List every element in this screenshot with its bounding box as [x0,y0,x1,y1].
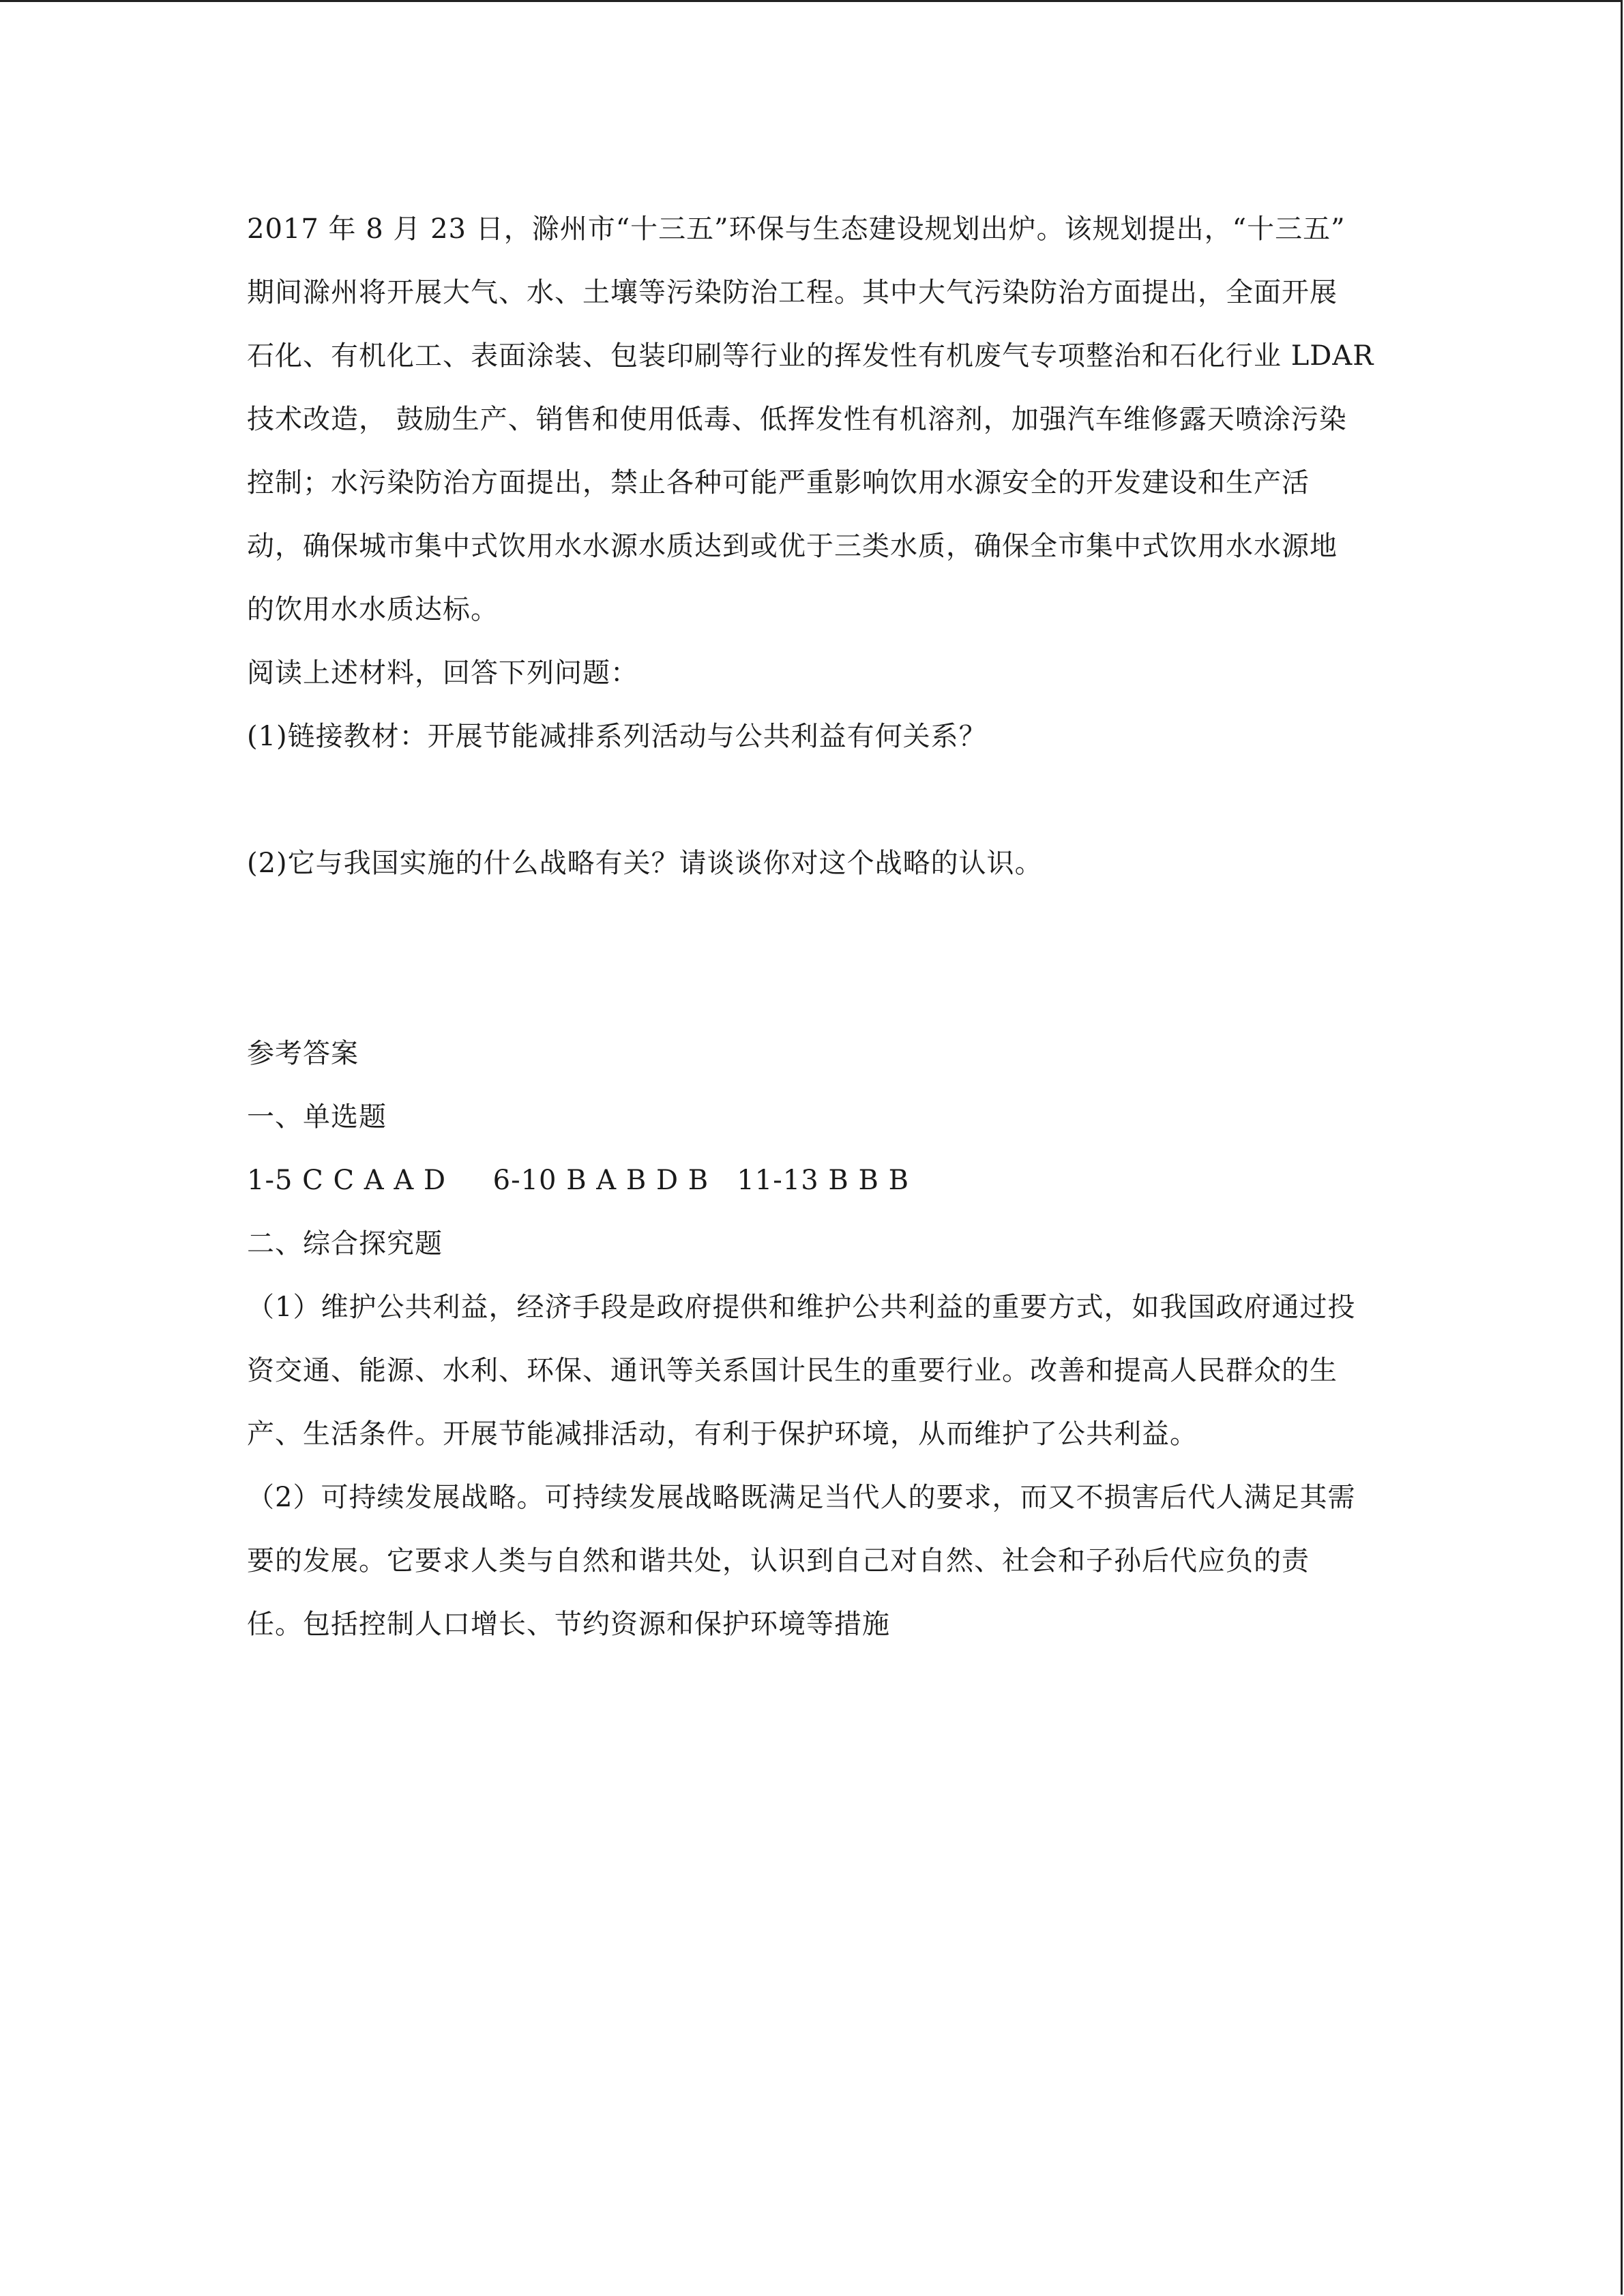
material-line: 石化、有机化工、表面涂装、包装印刷等行业的挥发性有机废气专项整治和石化行业 LDAR [247,340,1374,372]
section-title-single-choice: 一、单选题 [247,1101,387,1133]
material-line: 动，确保城市集中式饮用水水源水质达到或优于三类水质，确保全市集中式饮用水水源地 [247,531,1338,562]
answer-line: 任。包括控制人口增长、节约资源和保护环境等措施 [247,1609,890,1640]
answer-line: 要的发展。它要求人类与自然和谐共处，认识到自己对自然、社会和子孙后代应负的责 [247,1545,1310,1577]
material-line: 2017 年 8 月 23 日，滁州市“十三五”环保与生态建设规划出炉。该规划提出，“十三五” [247,213,1346,245]
document-body [247,198,1379,1656]
answer-line: 产、生活条件。开展节能减排活动，有利于保护环境，从而维护了公共利益。 [247,1418,1198,1450]
instruction-text: 阅读上述材料，回答下列问题： [247,657,638,689]
answer-space [247,895,1379,1022]
single-choice-answers: 1-5 C C A A D 6-10 B A B D B 11-13 B B B [247,1165,909,1196]
answer-space [247,769,1379,832]
material-line: 技术改造， 鼓励生产、销售和使用低毒、低挥发性有机溶剂，加强汽车维修露天喷涂污染 [247,404,1347,435]
section-title-comprehensive: 二、综合探究题 [247,1228,443,1259]
answer-line: 资交通、能源、水利、环保、通讯等关系国计民生的重要行业。改善和提高人民群众的生 [247,1355,1338,1386]
answer-key-heading: 参考答案 [247,1038,359,1069]
answer-2 [247,1466,1379,1656]
material-paragraph [247,198,1379,642]
question-1: (1)链接教材：开展节能减排系列活动与公共利益有何关系？ [247,721,987,752]
material-line: 的饮用水水质达标。 [247,594,499,625]
material-line: 控制；水污染防治方面提出，禁止各种可能严重影响饮用水源安全的开发建设和生产活 [247,467,1310,498]
question-2: (2)它与我国实施的什么战略有关？请谈谈你对这个战略的认识。 [247,848,1043,879]
answer-line: （2）可持续发展战略。可持续发展战略既满足当代人的要求，而又不损害后代人满足其需 [247,1482,1356,1513]
material-line: 期间滁州将开展大气、水、土壤等污染防治工程。其中大气污染防治方面提出，全面开展 [247,277,1338,308]
answer-1 [247,1276,1379,1466]
answer-line: （1）维护公共利益，经济手段是政府提供和维护公共利益的重要方式，如我国政府通过投 [247,1292,1356,1323]
